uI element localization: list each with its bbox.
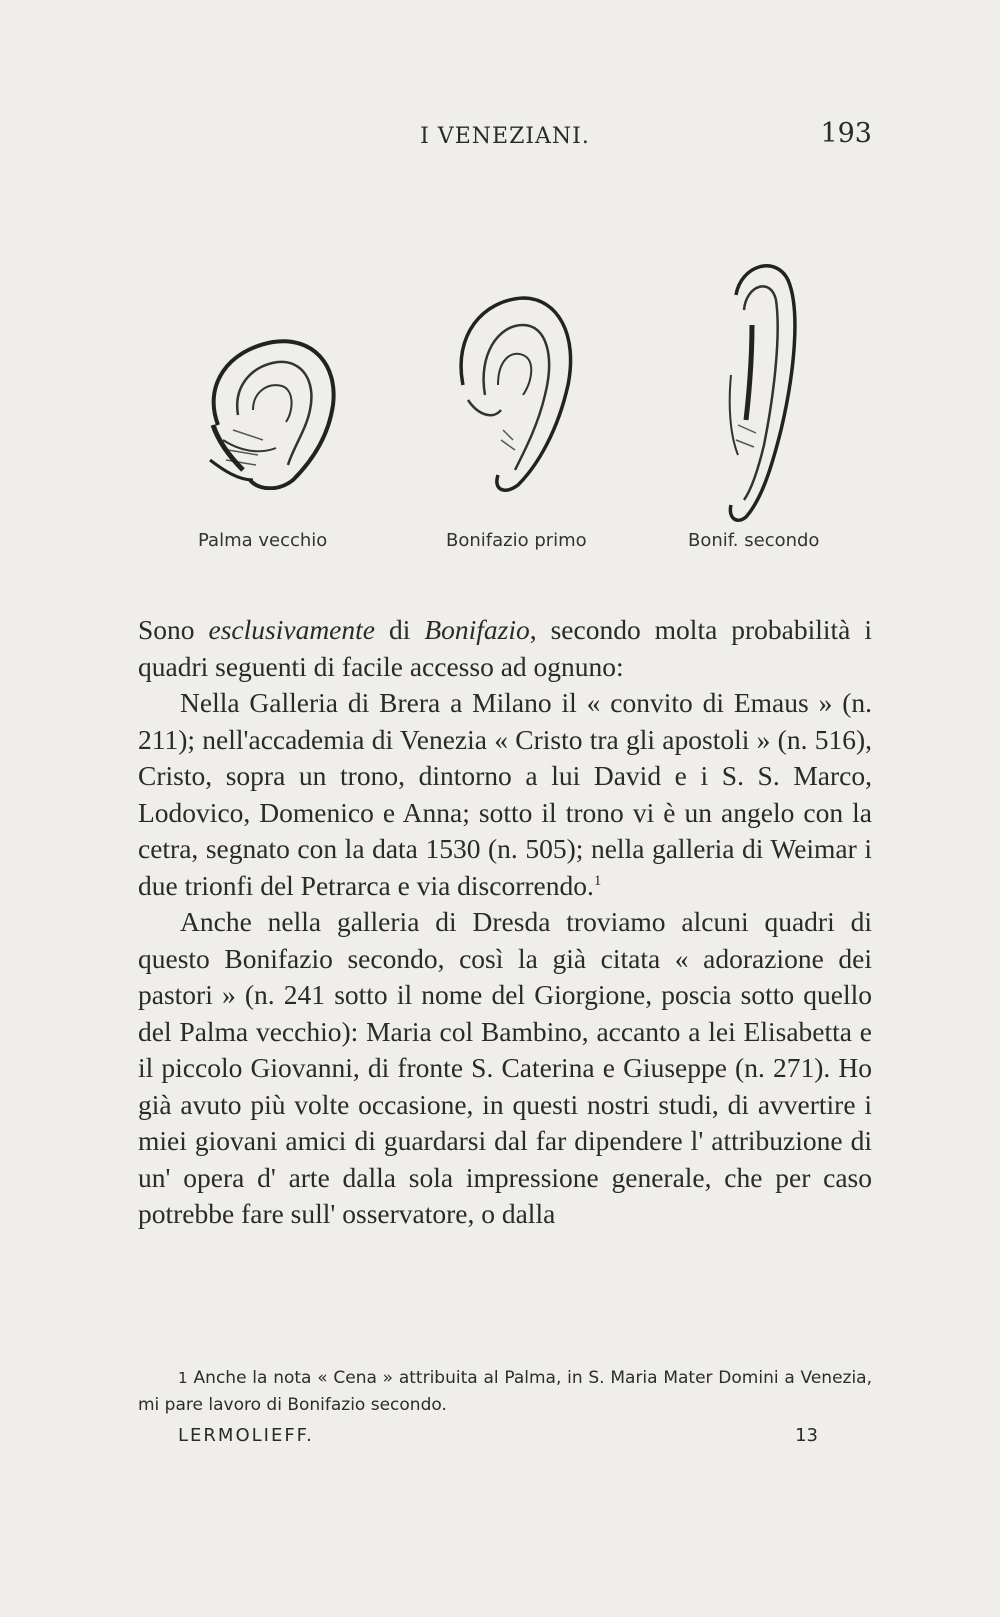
ear-drawing-icon (443, 290, 583, 495)
emphasis: Bonifazio (424, 614, 530, 645)
ear-illustrations (138, 250, 872, 530)
footnote-ref[interactable]: 1 (593, 872, 602, 889)
page-number: 193 (820, 118, 872, 149)
paragraph-2: Nella Galleria di Brera a Milano il « convito di Emaus » (n. 211); nell'accademia di Venezia « Cristo tra gli apostoli » (n. 516), Cristo, sopra un trono, dintorno a lui David e i S. S. Marco, Lodovico, Domenico e Anna; sotto il trono vi è un angelo con la cetra, segnato con la data 1530 (n. 505); nella galleria di Weimar i due trionfi del Petrarca e via discorrendo.$^1$ (138, 687, 872, 901)
sheet-number: 13 (795, 1425, 818, 1446)
running-title: I VENEZIANI. (420, 124, 590, 149)
ear-drawing-icon (198, 330, 348, 490)
paragraph-1: Sono esclusivamente di Bonifazio, secondo molta probabilità i quadri seguenti di facile accesso ad ognuno: (138, 614, 872, 682)
footnote-mark: 1 (178, 1369, 188, 1387)
body-text (138, 612, 872, 1233)
emphasis: esclusivamente (208, 614, 375, 645)
footnote-text: Anche la nota « Cena » attribuita al Palma, in S. Maria Mater Domini a Venezia, mi pare lavoro di Bonifazio secondo. (138, 1368, 872, 1415)
caption-bonif-secondo: Bonif. secondo (688, 530, 820, 551)
footnote (138, 1365, 872, 1419)
ear-drawing-icon (716, 255, 806, 525)
page-footer (178, 1425, 818, 1446)
paragraph-3: Anche nella galleria di Dresda troviamo alcuni quadri di questo Bonifazio secondo, così la già citata « adorazione dei pastori » (n. 241 sotto il nome del Giorgione, poscia sotto quello del Palma vecchio): Maria col Bambino, accanto a lei Elisabetta e il piccolo Giovanni, di fronte S. Caterina e Giuseppe (n. 271). Ho già avuto più volte occasione, in questi nostri studi, di avvertire i miei giovani amici di guardarsi dal far dipendere l' attribuzione di un' opera d' arte dalla sola impressione generale, che per caso potrebbe fare sull' osservatore, o dalla (138, 906, 872, 1229)
signature-mark: LERMOLIEFF. (178, 1425, 314, 1446)
caption-bonifazio-primo: Bonifazio primo (446, 530, 587, 551)
page-header (138, 118, 872, 158)
caption-palma-vecchio: Palma vecchio (198, 530, 328, 551)
